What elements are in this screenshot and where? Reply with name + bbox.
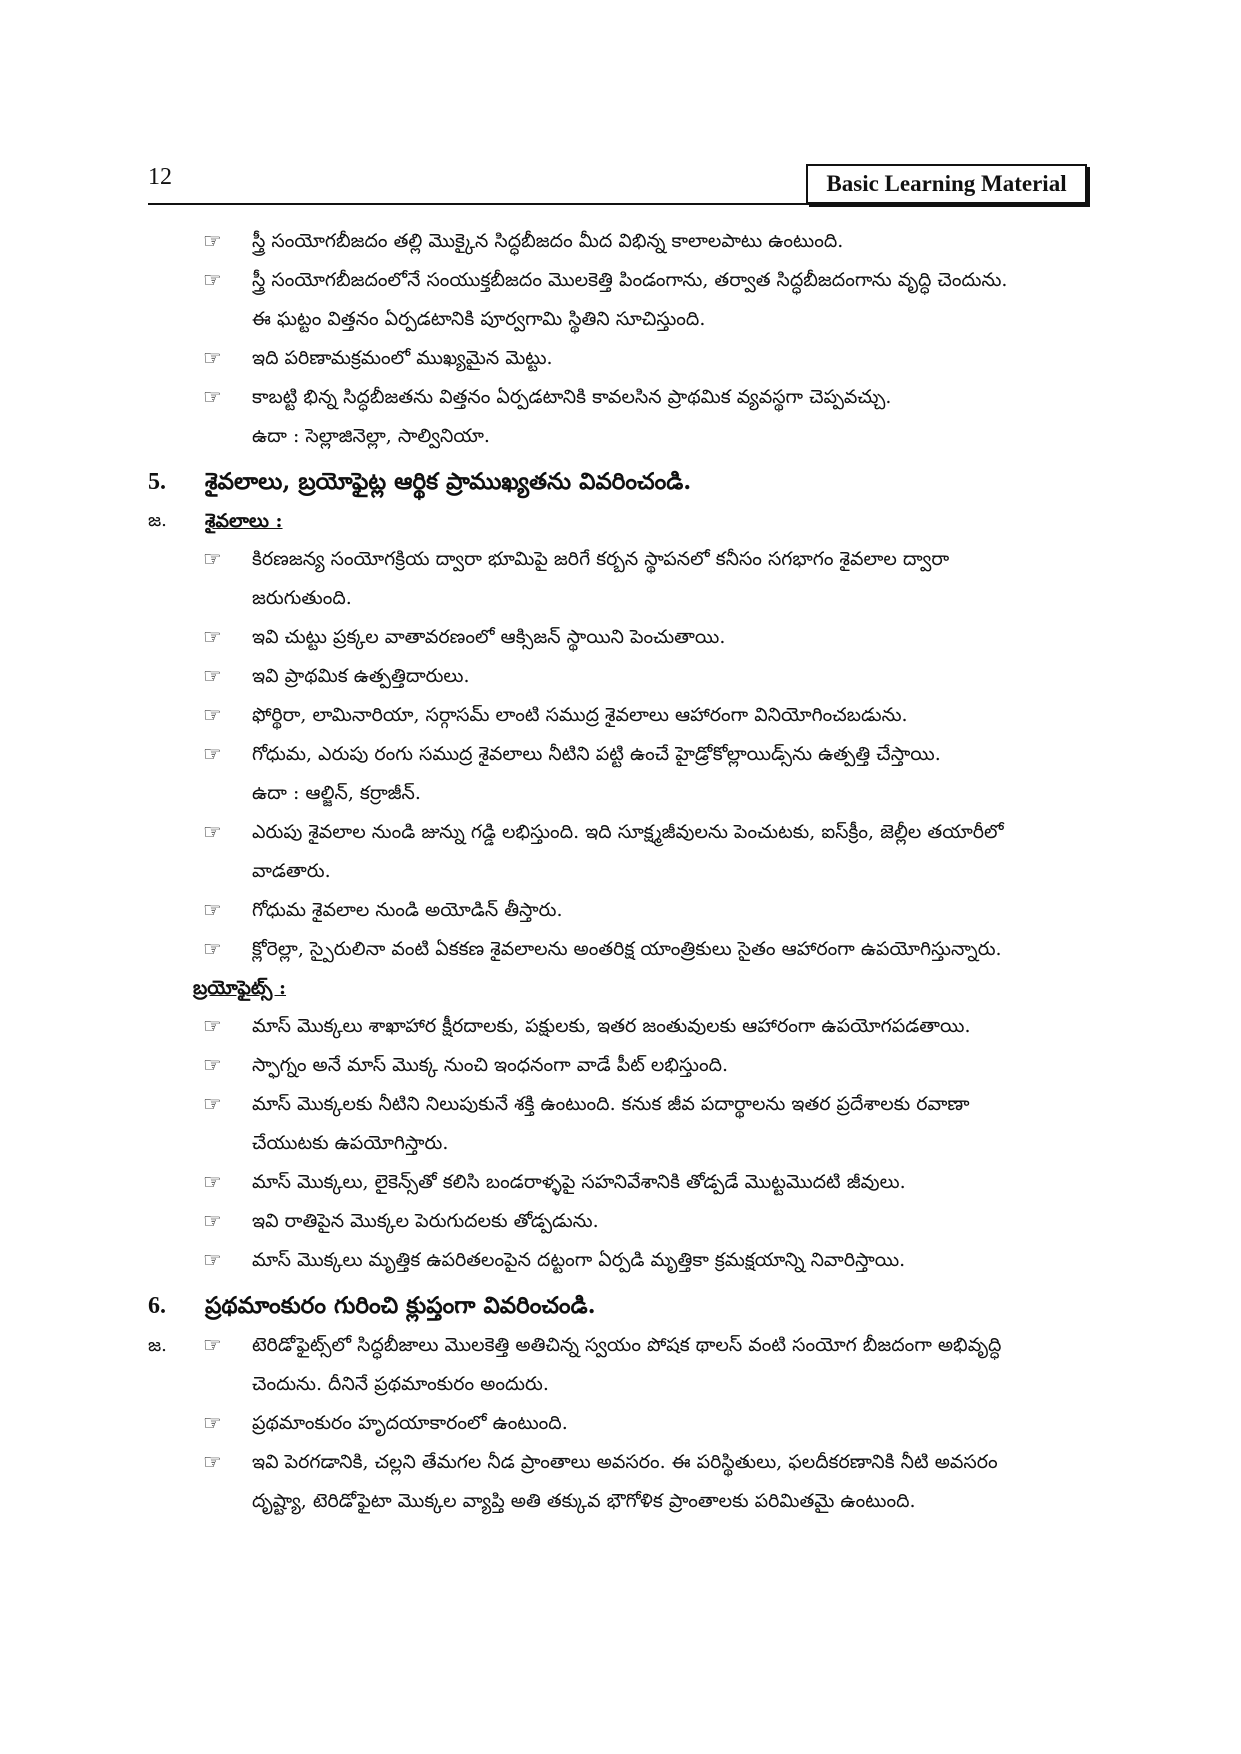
page-number: 12 xyxy=(148,164,172,190)
pointing-hand-icon: ☞ xyxy=(203,1248,222,1272)
pointing-hand-icon: ☞ xyxy=(203,1333,222,1357)
bullet-line: ఇవి చుట్టు ప్రక్కల వాతావరణంలో ఆక్సిజన్ స్థాయిని పెంచుతాయి. xyxy=(252,626,726,648)
answer-marker: జ. xyxy=(148,510,167,531)
header-rule xyxy=(148,203,1088,205)
bullet-line: దృష్ట్యా, టెరిడోఫైటా మొక్కల వ్యాప్తి అతి తక్కువ భౌగోళిక ప్రాంతాలకు పరిమితమై ఉంటుంది. xyxy=(252,1490,916,1512)
bullet-line: ఇవి రాతిపైన మొక్కల పెరుగుదలకు తోడ్పడును. xyxy=(252,1210,599,1232)
bullet-line: చేయుటకు ఉపయోగిస్తారు. xyxy=(252,1132,449,1154)
pointing-hand-icon: ☞ xyxy=(203,1411,222,1435)
bullet-line: క్లోరెల్లా, స్పైరులినా వంటి ఏకకణ శైవలాలను అంతరిక్ష యాంత్రికులు సైతం ఆహారంగా ఉపయోగిస్తున్నారు. xyxy=(252,938,1002,960)
question-6-heading xyxy=(148,1286,1088,1326)
bullet-item xyxy=(148,378,1088,456)
bullet-line: స్త్రీ సంయోగబీజదం తల్లి మొక్కైన సిద్ధబీజదం మీద విభిన్న కాలాలపాటు ఉంటుంది. xyxy=(252,230,844,252)
pointing-hand-icon: ☞ xyxy=(203,547,222,571)
bullet-line: మాస్ మొక్కలకు నీటిని నిలుపుకునే శక్తి ఉంటుంది. కనుక జీవ పదార్థాలను ఇతర ప్రదేశాలకు రవాణా xyxy=(252,1093,970,1115)
bullet-line: ఇది పరిణామక్రమంలో ముఖ్యమైన మెట్టు. xyxy=(252,347,553,369)
bullet-line: స్ఫాగ్నం అనే మాస్ మొక్క నుంచి ఇంధనంగా వాడే పీట్ లభిస్తుంది. xyxy=(252,1054,729,1076)
bullet-line: వాడతారు. xyxy=(252,860,331,882)
bullet-item xyxy=(148,1163,1088,1202)
pointing-hand-icon: ☞ xyxy=(203,229,222,253)
intro-bullet-list xyxy=(148,222,1088,456)
bullet-line: గోధుమ శైవలాల నుండి అయోడిన్ తీస్తారు. xyxy=(252,899,563,921)
bullet-line: మాస్ మొక్కలు మృత్తిక ఉపరితలంపైన దట్టంగా ఏర్పడి మృత్తికా క్రమక్షయాన్ని నివారిస్తాయి. xyxy=(252,1249,906,1271)
pointing-hand-icon: ☞ xyxy=(203,664,222,688)
pointing-hand-icon: ☞ xyxy=(203,742,222,766)
answer-5-section-bryophytes xyxy=(148,969,1088,1007)
section-label: శైవలాలు : xyxy=(205,510,283,532)
section-label: బ్రయోఫైట్స్ : xyxy=(193,977,287,999)
pointing-hand-icon: ☞ xyxy=(203,1170,222,1194)
question-number: 5. xyxy=(148,469,166,495)
bullet-item xyxy=(148,813,1088,891)
pointing-hand-icon: ☞ xyxy=(203,1209,222,1233)
bullet-line: మాస్ మొక్కలు శాఖాహార క్షీరదాలకు, పక్షులకు, ఇతర జంతువులకు ఆహారంగా ఉపయోగపడతాయి. xyxy=(252,1015,971,1037)
answer-6 xyxy=(148,1326,1088,1521)
bullet-line: ఉదా : ఆల్జిన్, కర్రాజీన్. xyxy=(252,782,421,804)
pointing-hand-icon: ☞ xyxy=(203,625,222,649)
bullet-item xyxy=(148,930,1088,969)
bullet-item xyxy=(148,1007,1088,1046)
pointing-hand-icon: ☞ xyxy=(203,385,222,409)
bullet-item xyxy=(148,1404,1088,1443)
bullet-item xyxy=(148,1241,1088,1280)
pointing-hand-icon: ☞ xyxy=(203,820,222,844)
bullet-line: కిరణజన్య సంయోగక్రియ ద్వారా భూమిపై జరిగే కర్బన స్థాపనలో కనీసం సగభాగం శైవలాల ద్వారా xyxy=(252,548,950,570)
bullet-line: కాబట్టి భిన్న సిద్ధబీజతను విత్తనం ఏర్పడటానికి కావలసిన ప్రాథమిక వ్యవస్థగా చెప్పవచ్చు. xyxy=(252,386,892,408)
bullet-line: ప్రథమాంకురం హృదయాకారంలో ఉంటుంది. xyxy=(252,1412,568,1434)
bullet-item xyxy=(148,540,1088,618)
pointing-hand-icon: ☞ xyxy=(203,898,222,922)
bullet-item xyxy=(148,891,1088,930)
bullet-item xyxy=(148,222,1088,261)
bullet-item xyxy=(148,696,1088,735)
bullet-item xyxy=(148,657,1088,696)
pointing-hand-icon: ☞ xyxy=(203,1014,222,1038)
bullet-item xyxy=(148,1202,1088,1241)
bullet-item xyxy=(148,1046,1088,1085)
bullet-line: ఈ ఘట్టం విత్తనం ఏర్పడటానికి పూర్వగామి స్థితిని సూచిస్తుంది. xyxy=(252,308,706,330)
question-title: ప్రథమాంకురం గురించి క్లుప్తంగా వివరించండి. xyxy=(205,1292,596,1319)
pointing-hand-icon: ☞ xyxy=(203,1450,222,1474)
bullet-line: గోధుమ, ఎరుపు రంగు సముద్ర శైవలాలు నీటిని పట్టి ఉంచే హైడ్రోకోల్లాయిడ్స్‌ను ఉత్పత్తి చేస్తాయి. xyxy=(252,743,941,765)
bullet-item xyxy=(148,339,1088,378)
bullet-line: జరుగుతుంది. xyxy=(252,587,352,609)
bullet-item xyxy=(148,1085,1088,1163)
pointing-hand-icon: ☞ xyxy=(203,346,222,370)
answer-5-section-algae xyxy=(148,502,1088,540)
bullet-line: ఇవి పెరగడానికి, చల్లని తేమగల నీడ ప్రాంతాలు అవసరం. ఈ పరిస్థితులు, ఫలదీకరణానికి నీటి అవసరం xyxy=(252,1451,998,1473)
bullet-item xyxy=(148,261,1088,339)
answer-marker: జ. xyxy=(148,1335,167,1356)
bullet-line: ఇవి ప్రాథమిక ఉత్పత్తిదారులు. xyxy=(252,665,470,687)
bullet-line: ఉదా : సెల్లాజినెల్లా, సాల్వినియా. xyxy=(252,425,490,447)
pointing-hand-icon: ☞ xyxy=(203,1053,222,1077)
pointing-hand-icon: ☞ xyxy=(203,1092,222,1116)
bullet-line: మాస్ మొక్కలు, లైకెన్స్‌తో కలిసి బండరాళ్ళపై సహనివేశానికి తోడ్పడే మొట్టమొదటి జీవులు. xyxy=(252,1171,906,1193)
bullet-line: టెరిడోఫైట్స్‌లో సిద్ధబీజాలు మొలకెత్తి అతిచిన్న స్వయం పోషక థాలస్ వంటి సంయోగ బీజదంగా అభివృద్ధి xyxy=(252,1334,1002,1356)
question-number: 6. xyxy=(148,1293,166,1319)
bullet-line: చెందును. దీనినే ప్రథమాంకురం అందురు. xyxy=(252,1373,549,1395)
page-content xyxy=(148,222,1088,1521)
bullet-item xyxy=(148,1326,1088,1404)
question-title: శైవలాలు, బ్రయోఫైట్ల ఆర్థిక ప్రాముఖ్యతను వివరించండి. xyxy=(205,468,692,495)
bullet-line: ఎరుపు శైవలాల నుండి జున్ను గడ్డి లభిస్తుంది. ఇది సూక్ష్మజీవులను పెంచుటకు, ఐస్‌క్రీం, జెల్లీల తయారీలో xyxy=(252,821,1004,843)
bullet-item xyxy=(148,618,1088,657)
algae-bullet-list xyxy=(148,540,1088,969)
pointing-hand-icon: ☞ xyxy=(203,937,222,961)
question-5-heading xyxy=(148,462,1088,502)
bullet-item xyxy=(148,1443,1088,1521)
pointing-hand-icon: ☞ xyxy=(203,268,222,292)
bullet-line: ఫోర్థిరా, లామినారియా, సర్గాసమ్ లాంటి సముద్ర శైవలాలు ఆహారంగా వినియోగించబడును. xyxy=(252,704,908,726)
pointing-hand-icon: ☞ xyxy=(203,703,222,727)
bullet-item xyxy=(148,735,1088,813)
bullet-line: స్త్రీ సంయోగబీజదంలోనే సంయుక్తబీజదం మొలకెత్తి పిండంగాను, తర్వాత సిద్ధబీజదంగాను వృద్ధి చెందును. xyxy=(252,269,1008,291)
prothallus-bullet-list xyxy=(148,1326,1088,1521)
header-title-box: Basic Learning Material xyxy=(806,164,1087,204)
bryophyte-bullet-list xyxy=(148,1007,1088,1280)
